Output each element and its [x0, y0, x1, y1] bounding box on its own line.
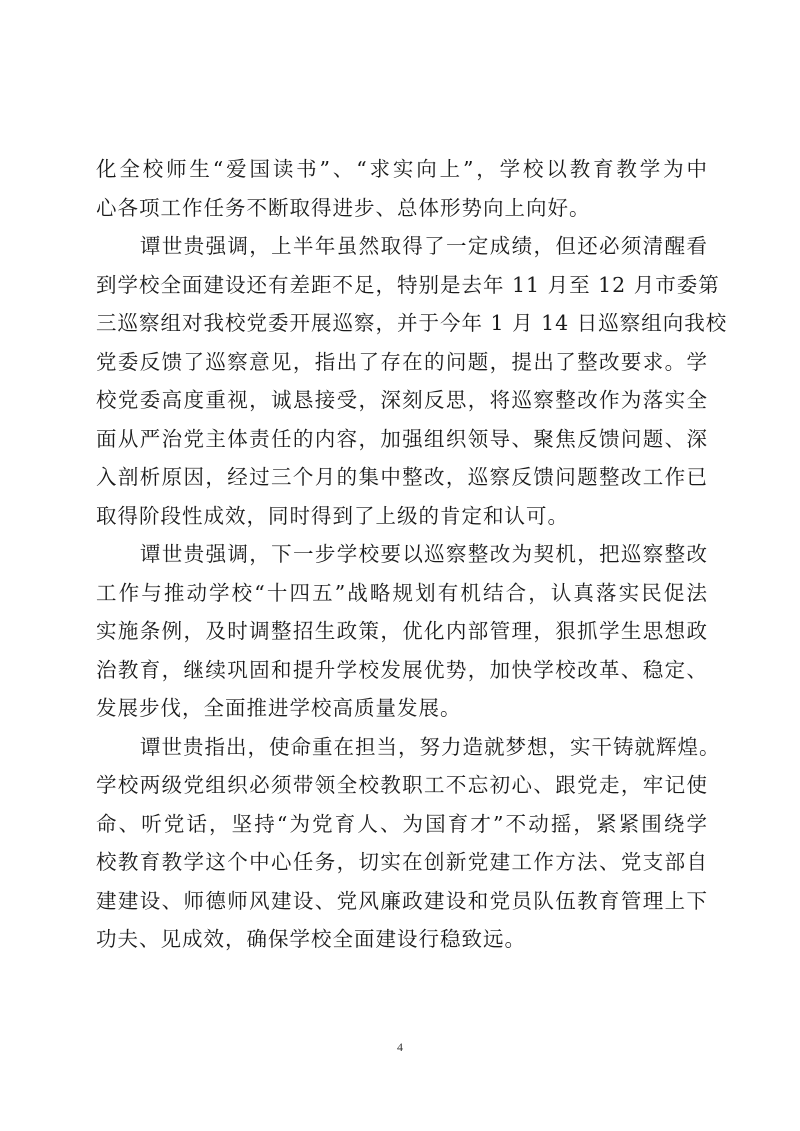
text-line: 工作与推动学校“十四五”战略规划有机结合，认真落实民促法: [96, 580, 708, 605]
text-line: 化全校师生“爱国读书”、“求实向上”，学校以教育教学为中: [96, 157, 708, 181]
text-line: 入剖析原因，经过三个月的集中整改，巡察反馈问题整改工作已: [96, 465, 708, 489]
body-text: [96, 150, 728, 959]
text-line: 发展步伐，全面推进学校高质量发展。: [96, 696, 462, 720]
text-line: 建建设、师德师风建设、党风廉政建设和党员队伍教育管理上下: [96, 888, 708, 913]
text-line: 三巡察组对我校党委开展巡察，并于今年 1 月 14 日巡察组向我校: [96, 311, 728, 335]
text-line: 心各项工作任务不断取得进步、总体形势向上向好。: [96, 195, 591, 220]
page-number: 4: [397, 1040, 403, 1054]
text-line: 命、听党话，坚持“为党育人、为国育才”不动摇，紧紧围绕学: [96, 811, 708, 836]
text-line: 实施条例，及时调整招生政策，优化内部管理，狠抓学生思想政: [96, 619, 708, 643]
text-line: 功夫、见成效，确保学校全面建设行稳致远。: [96, 927, 526, 951]
text-line: 面从严治党主体责任的内容，加强组织领导、聚焦反馈问题、深: [96, 426, 708, 451]
text-line: 取得阶段性成效，同时得到了上级的肯定和认可。: [96, 503, 569, 528]
paragraph-first-line: 谭世贵强调，上半年虽然取得了一定成绩，但还必须清醒看: [140, 234, 708, 258]
text-line: 治教育，继续巩固和提升学校发展优势，加快学校改革、稳定、: [96, 657, 708, 682]
text-line: 到学校全面建设还有差距不足，特别是去年 11 月至 12 月市委第: [96, 272, 720, 297]
paragraph-first-line: 谭世贵指出，使命重在担当，努力造就梦想，实干铸就辉煌。: [140, 734, 721, 759]
text-line: 学校两级党组织必须带领全校教职工不忘初心、跟党走，牢记使: [96, 773, 708, 797]
text-line: 党委反馈了巡察意见，指出了存在的问题，提出了整改要求。学: [96, 349, 708, 374]
text-line: 校党委高度重视，诚恳接受，深刻反思，将巡察整改作为落实全: [96, 388, 708, 412]
paragraph-first-line: 谭世贵强调，下一步学校要以巡察整改为契机，把巡察整改: [140, 542, 708, 566]
text-line: 校教育教学这个中心任务，切实在创新党建工作方法、党支部自: [96, 850, 708, 874]
